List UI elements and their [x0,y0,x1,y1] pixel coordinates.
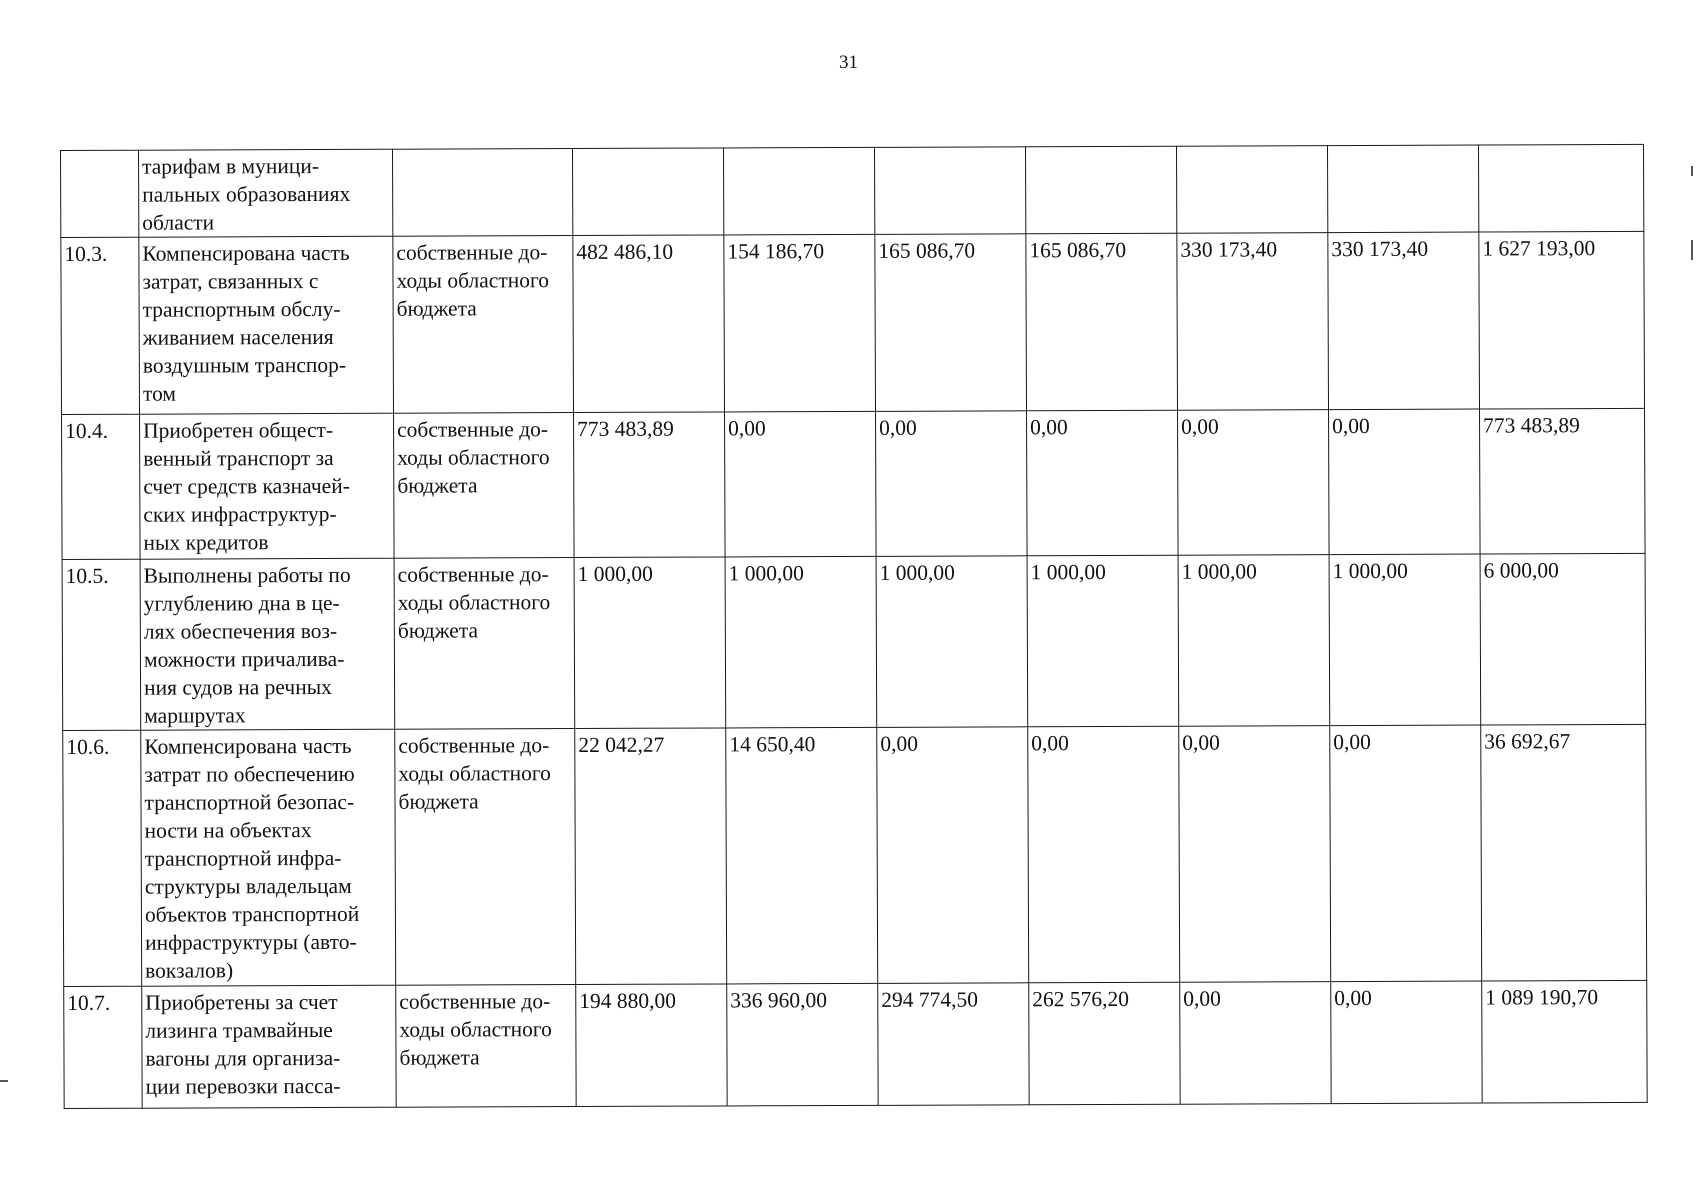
year-value-cell: 294 774,50 [878,983,1029,1106]
table-row [61,144,1644,237]
table-row [62,553,1646,730]
year-value-cell: 154 186,70 [724,234,876,412]
year-value-cell: 773 483,89 [574,412,726,558]
year-value-cell: 0,00 [1178,410,1330,556]
result-description-cell: Приобретены за счет лизинга трамвайные вагоны для организа- ции перевозки пасса- [142,985,396,1108]
year-value-cell [874,147,1025,235]
result-description-cell: Выполнены работы по углублению дна в це- лях обеспечения воз- можности причалива- ния судов на речных маршрутах [140,558,395,730]
year-value-cell: 0,00 [1027,410,1179,556]
year-value-cell: 0,00 [1179,726,1331,983]
year-value-cell: 482 486,10 [573,235,725,413]
year-value-cell: 330 173,40 [1177,233,1329,411]
total-cell [1478,144,1643,232]
year-value-cell: 0,00 [876,411,1028,557]
year-value-cell: 336 960,00 [727,983,878,1106]
total-cell: 773 483,89 [1480,408,1646,554]
year-value-cell: 1 000,00 [574,557,726,729]
total-cell: 1 089 190,70 [1482,980,1647,1103]
funding-source-cell: собственные до- ходы областного бюджета [396,985,576,1108]
table-row [64,980,1647,1108]
budget-table [60,144,1648,1109]
year-value-cell: 1 000,00 [725,556,877,728]
funding-source-cell [392,149,572,237]
table-row [62,408,1646,559]
year-value-cell: 0,00 [1330,725,1482,982]
funding-source-cell: собственные до- ходы областного бюджета [395,729,576,986]
scan-edge-mark [0,1080,8,1082]
year-value-cell: 330 173,40 [1328,232,1480,410]
result-description-cell: тарифам в муници- пальных образованиях области [139,149,393,237]
year-value-cell: 0,00 [877,727,1029,984]
year-value-cell [723,147,874,235]
total-cell: 6 000,00 [1480,553,1646,725]
year-value-cell: 0,00 [1331,981,1482,1104]
scan-edge-mark [1691,240,1693,260]
row-number-cell: 10.7. [64,986,142,1108]
total-cell: 36 692,67 [1481,724,1647,981]
year-value-cell [1327,145,1478,233]
result-description-cell: Приобретен общест- венный транспорт за счет средств казначей- ских инфраструктур- ных кредитов [140,413,395,559]
year-value-cell: 0,00 [1028,726,1180,983]
year-value-cell: 262 576,20 [1029,982,1180,1105]
row-number-cell [61,150,139,237]
year-value-cell: 14 650,40 [726,727,878,984]
year-value-cell: 1 000,00 [1027,555,1179,727]
year-value-cell: 0,00 [725,411,877,557]
page-number: 31 [839,52,858,73]
year-value-cell [572,148,723,236]
year-value-cell [1025,146,1176,234]
funding-source-cell: собственные до- ходы областного бюджета [393,236,574,414]
year-value-cell [1176,146,1327,234]
year-value-cell: 194 880,00 [576,984,727,1107]
year-value-cell: 0,00 [1329,409,1481,555]
table-body [61,144,1648,1108]
year-value-cell: 0,00 [1180,982,1331,1105]
year-value-cell: 1 000,00 [1178,555,1330,727]
row-number-cell: 10.3. [61,237,140,414]
result-description-cell: Компенсирована часть затрат, связанных с транспортным обслу- живанием населения воздушным транспор- том [139,236,394,414]
scan-edge-mark [1691,166,1693,176]
funding-source-cell: собственные до- ходы областного бюджета [394,558,575,730]
year-value-cell: 22 042,27 [575,728,727,985]
total-cell: 1 627 193,00 [1479,231,1645,409]
funding-source-cell: собственные до- ходы областного бюджета [394,413,575,559]
table-row [63,724,1647,986]
result-description-cell: Компенсирована часть затрат по обеспечению транспортной безопас- ности на объектах транспортной инфра- структуры владельцам объектов транспортной инфраструктуры (авто- вокзалов) [141,729,396,986]
row-number-cell: 10.4. [62,414,141,559]
year-value-cell: 1 000,00 [876,556,1028,728]
year-value-cell: 165 086,70 [875,234,1027,412]
row-number-cell: 10.6. [63,730,142,986]
year-value-cell: 1 000,00 [1329,554,1481,726]
row-number-cell: 10.5. [62,559,141,730]
table-row [61,231,1645,414]
year-value-cell: 165 086,70 [1026,233,1178,411]
